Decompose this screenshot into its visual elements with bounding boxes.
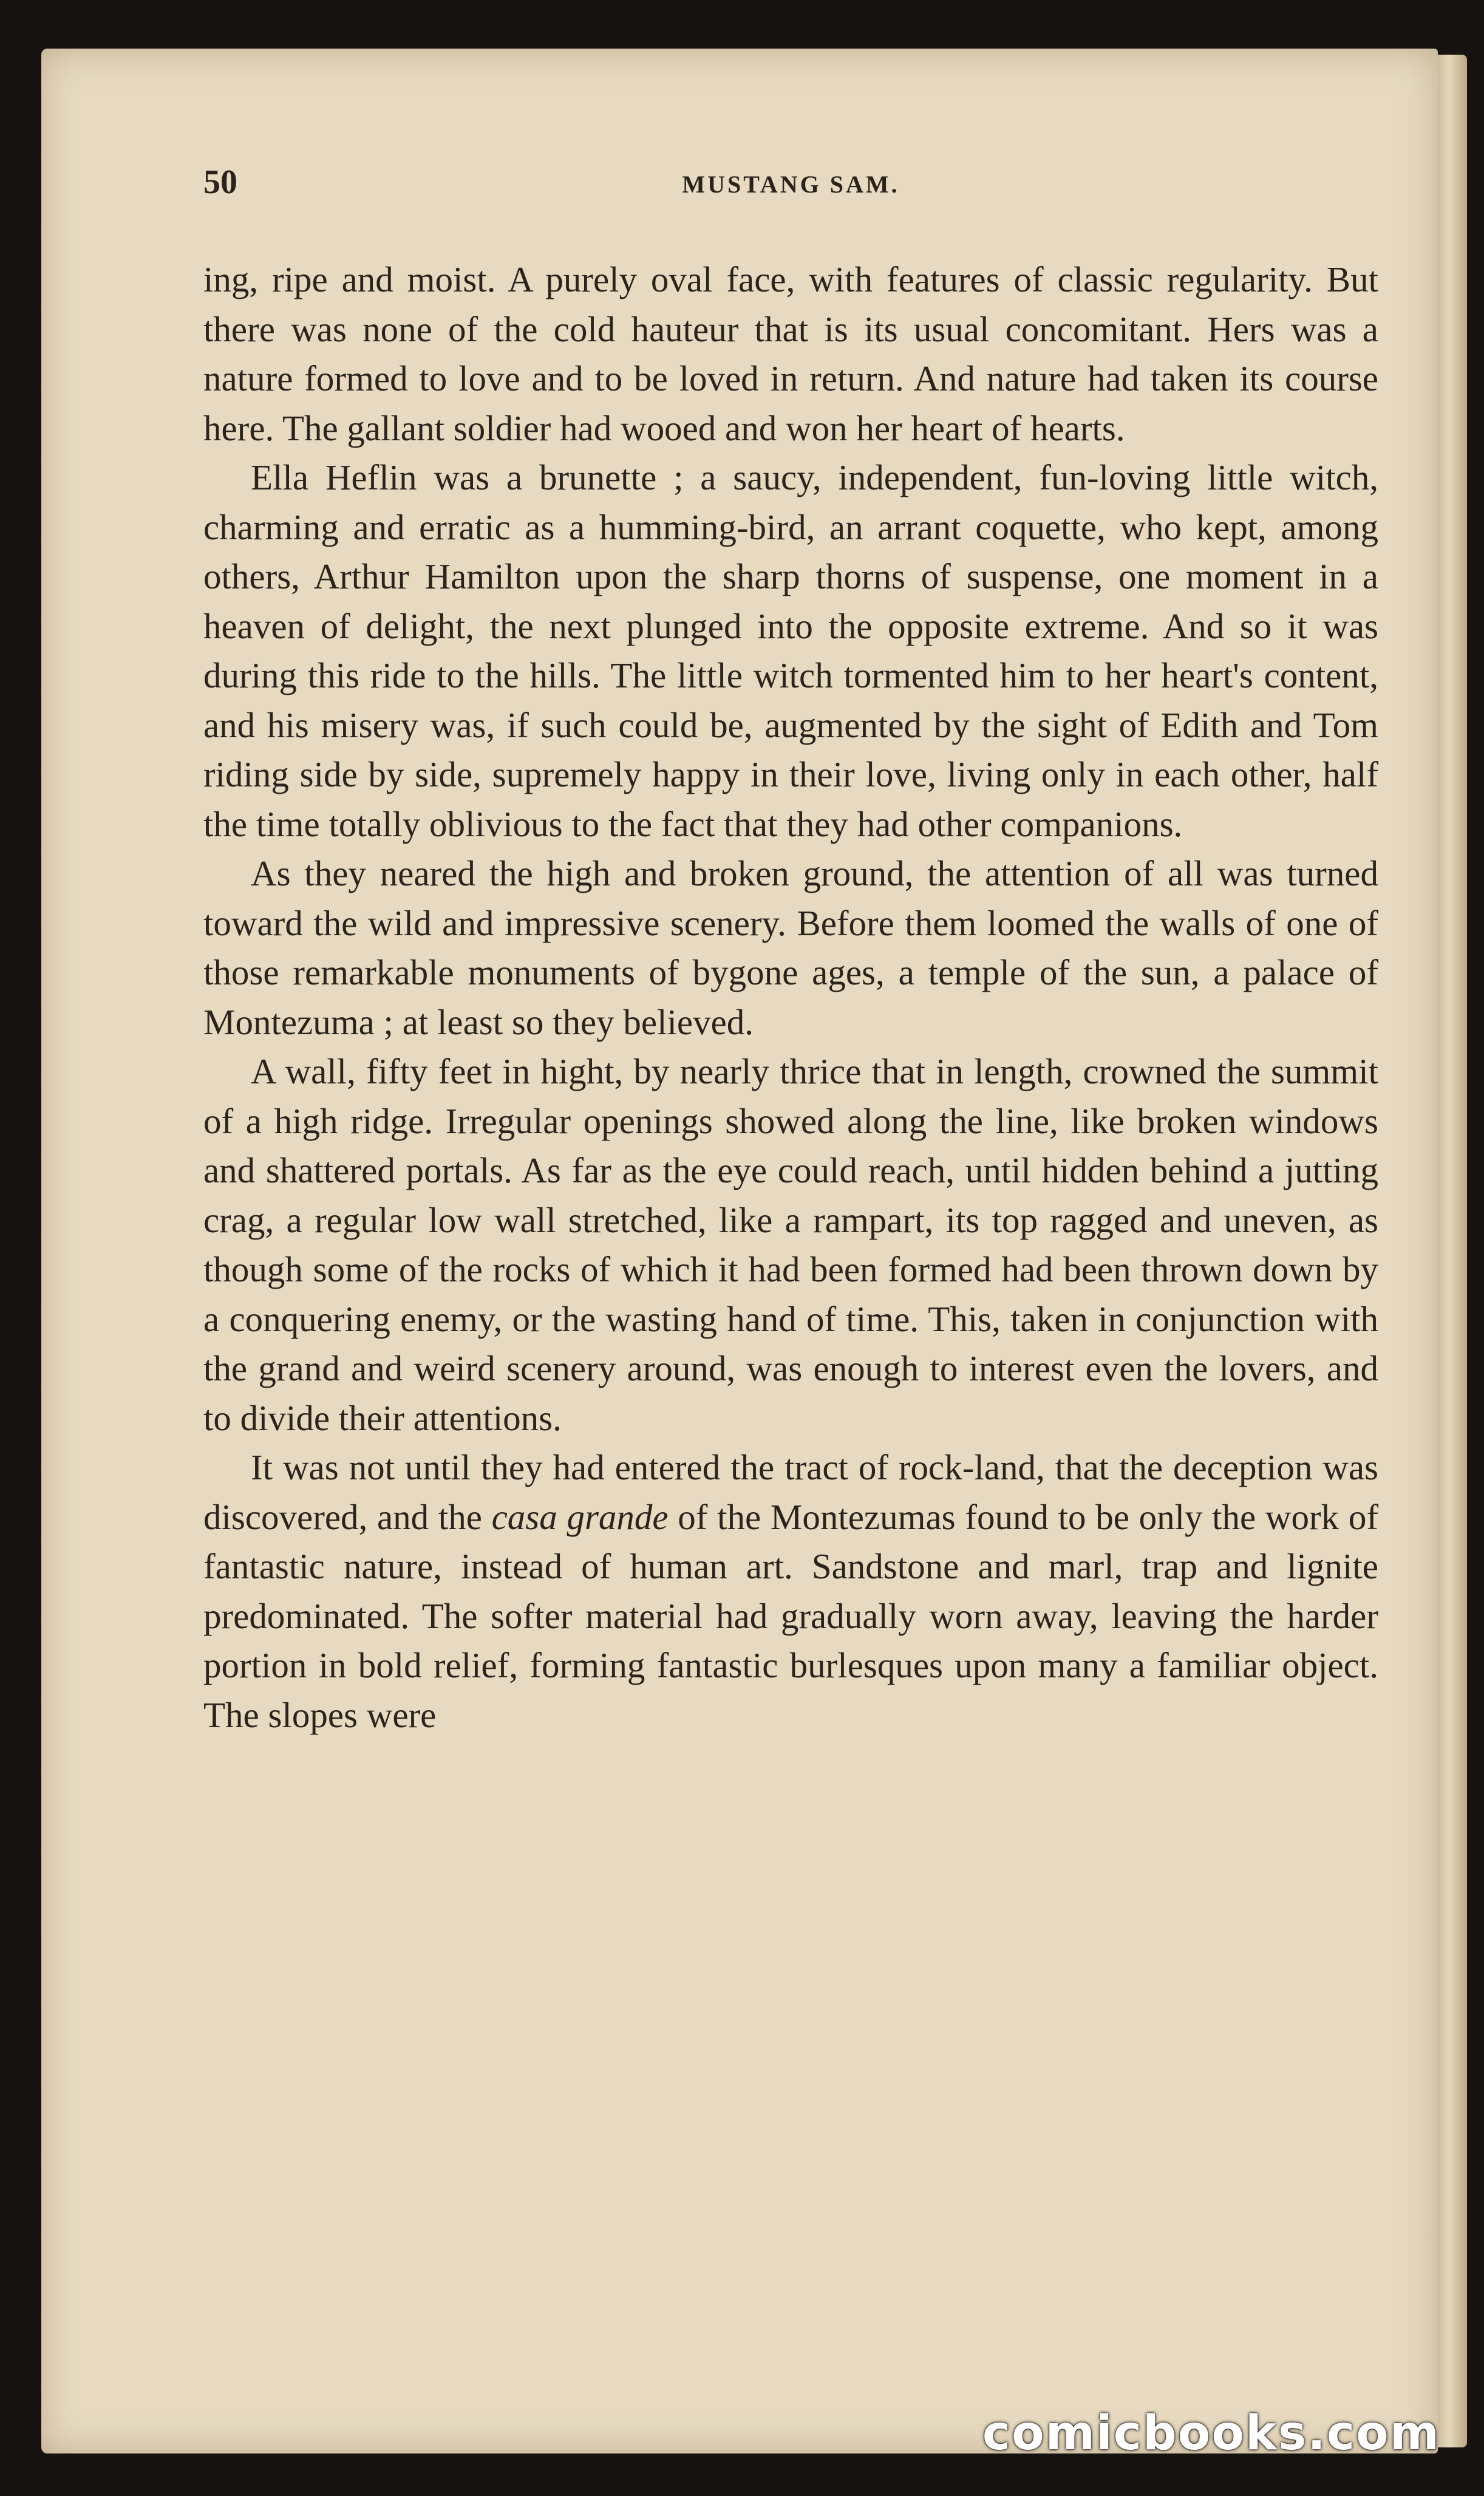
paragraph-5-italic: casa grande [491,1496,669,1537]
paragraph-2: Ella Heflin was a brunette ; a saucy, independent, fun-loving little witch, charming and erratic as a humming-bird, an arrant coquette, who kept, among others, Arthur Hamilton upon the sharp thorns of suspense, one moment in a heaven of delight, the next plunged into the opposite extreme. And so it was during this ride to the hills. The little witch tormented him to her heart's content, and his misery was, if such could be, augmented by the sight of Edith and Tom riding side by side, supremely happy in their love, living only in each other, half the time totally oblivious to the fact that they had other companions. [203,457,1378,844]
running-title: MUSTANG SAM. [682,171,900,198]
paragraph-5-text-end: of the Montezumas found to be only the work of fantastic nature, instead of human art. Sandstone and marl, trap and lignite predominated. The softer material had gradually worn away, leaving the harder portion in bold relief, forming fantastic burlesques upon many a familiar object. The slopes were [203,1496,1379,1735]
paragraph-5-text-start: It was not until they had entered the tract of rock-land, that the deception was discovered, and the [203,1447,1378,1537]
watermark: comicbooks.com [982,2406,1440,2461]
paragraph-5 [203,1443,1378,1740]
page-number: 50 [203,163,237,201]
body-text [203,255,1378,1740]
paragraph-3: As they neared the high and broken ground, the attention of all was turned toward the wild and impressive scenery. Before them loomed the walls of one of those remarkable monuments of bygone ages, a temple of the sun, a palace of Montezuma ; at least so they believed. [203,853,1378,1042]
running-head [203,152,1378,219]
page-edge [1438,55,1467,2447]
paragraph-1: ing, ripe and moist. A purely oval face, with features of classic regularity. But there was none of the cold hauteur that is its usual concomitant. Hers was a nature formed to love and to be loved in return. And nature had taken its course here. The gallant soldier had wooed and won her heart of hearts. [203,259,1378,448]
paragraph-4: A wall, fifty feet in hight, by nearly thrice that in length, crowned the summit of a high ridge. Irregular openings showed along the line, like broken windows and shattered portals. As far as the eye could reach, until hidden behind a jutting crag, a regular low wall stretched, like a rampart, its top ragged and uneven, as though some of the rocks of which it had been formed had been thrown down by a conquering enemy, or the wasting hand of time. This, taken in conjunction with the grand and weird scenery around, was enough to interest even the lovers, and to divide their attentions. [203,1051,1378,1438]
